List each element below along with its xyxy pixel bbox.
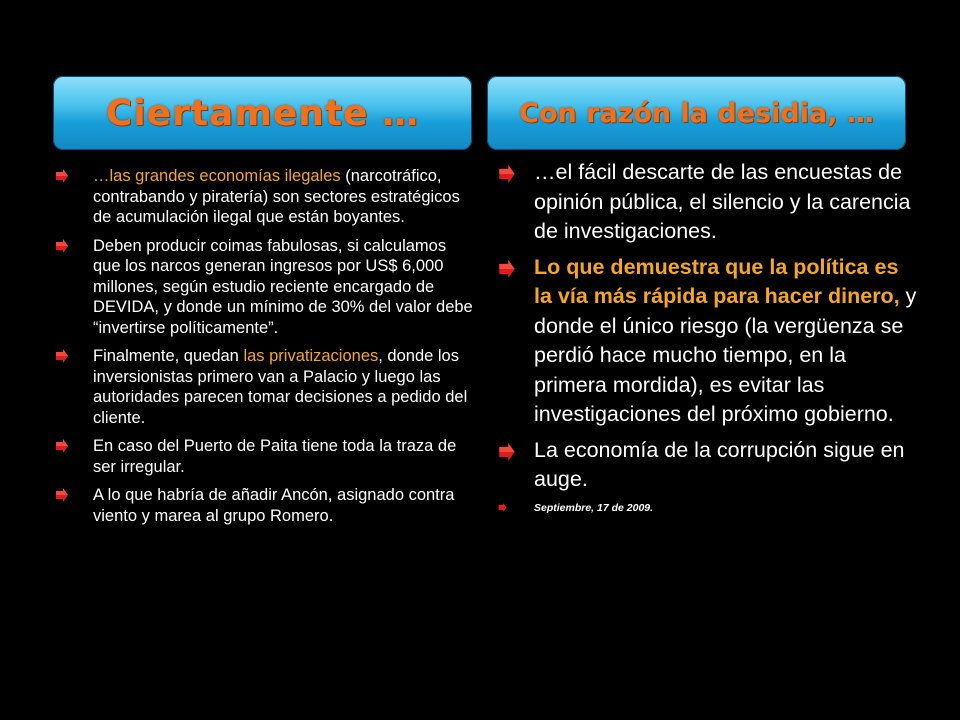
bullet-text: En caso del Puerto de Paita tiene toda la traza de ser irregular. (93, 437, 457, 476)
red-arrow-bullet-icon (55, 488, 69, 502)
header-left-title: Ciertamente … (105, 92, 420, 134)
highlight-text: Lo que demuestra que la política es la vía más rápida para hacer dinero, (534, 254, 900, 308)
date-text: Septiembre, 17 de 2009. (534, 501, 654, 514)
red-arrow-bullet-icon (55, 349, 69, 363)
highlight-text: las privatizaciones (243, 347, 379, 365)
red-arrow-bullet-icon (498, 443, 516, 461)
list-item (498, 158, 918, 247)
red-arrow-bullet-icon (55, 239, 69, 253)
bullet-text: A lo que habría de añadir Ancón, asignado contra viento y marea al grupo Romero. (93, 486, 455, 525)
list-item (498, 253, 918, 430)
body-text: Finalmente, quedan (93, 347, 244, 365)
list-item (55, 346, 475, 428)
bullet-text (93, 346, 475, 428)
left-bullet-list (55, 166, 475, 534)
header-right-title: Con razón la desidia, … (519, 97, 874, 129)
bullet-text: …el fácil descarte de las encuestas de opinión pública, el silencio y la carencia de investigaciones. (534, 160, 911, 243)
red-arrow-bullet-icon (498, 260, 516, 278)
highlight-text: …las grandes economías ilegales (93, 167, 341, 185)
red-arrow-bullet-icon (498, 165, 516, 183)
red-arrow-bullet-icon (55, 439, 69, 453)
body-text: (narcotráfico, contrabando y piratería) son sectores estratégicos de acumulación ilegal que están boyantes. (93, 167, 460, 226)
bullet-text (534, 253, 918, 430)
list-item (498, 436, 918, 495)
header-right (487, 76, 906, 150)
list-item-date (498, 501, 918, 515)
red-arrow-bullet-icon (55, 169, 69, 183)
list-item (55, 436, 475, 477)
header-left (53, 76, 472, 150)
bullet-text: La economía de la corrupción sigue en auge. (534, 437, 905, 491)
list-item (55, 236, 475, 339)
bullet-text (93, 166, 475, 228)
right-bullet-list (498, 158, 918, 521)
list-item (55, 166, 475, 228)
body-text: y donde el único riesgo (la vergüenza se perdió hace mucho tiempo, en la primera mordida), es evitar las investigaciones del próximo gobierno. (534, 284, 917, 426)
red-arrow-bullet-icon (498, 503, 507, 512)
list-item (55, 485, 475, 526)
bullet-text: Deben producir coimas fabulosas, si calculamos que los narcos generan ingresos por US$ 6,000 millones, según estudio reciente encargado de DEVIDA, y donde un mínimo de 30% del valor debe “invertirse políticamente”. (93, 236, 473, 337)
body-text: , donde los inversionistas primero van a Palacio y luego las autoridades parecen tomar decisiones a pedido del cliente. (93, 347, 468, 427)
